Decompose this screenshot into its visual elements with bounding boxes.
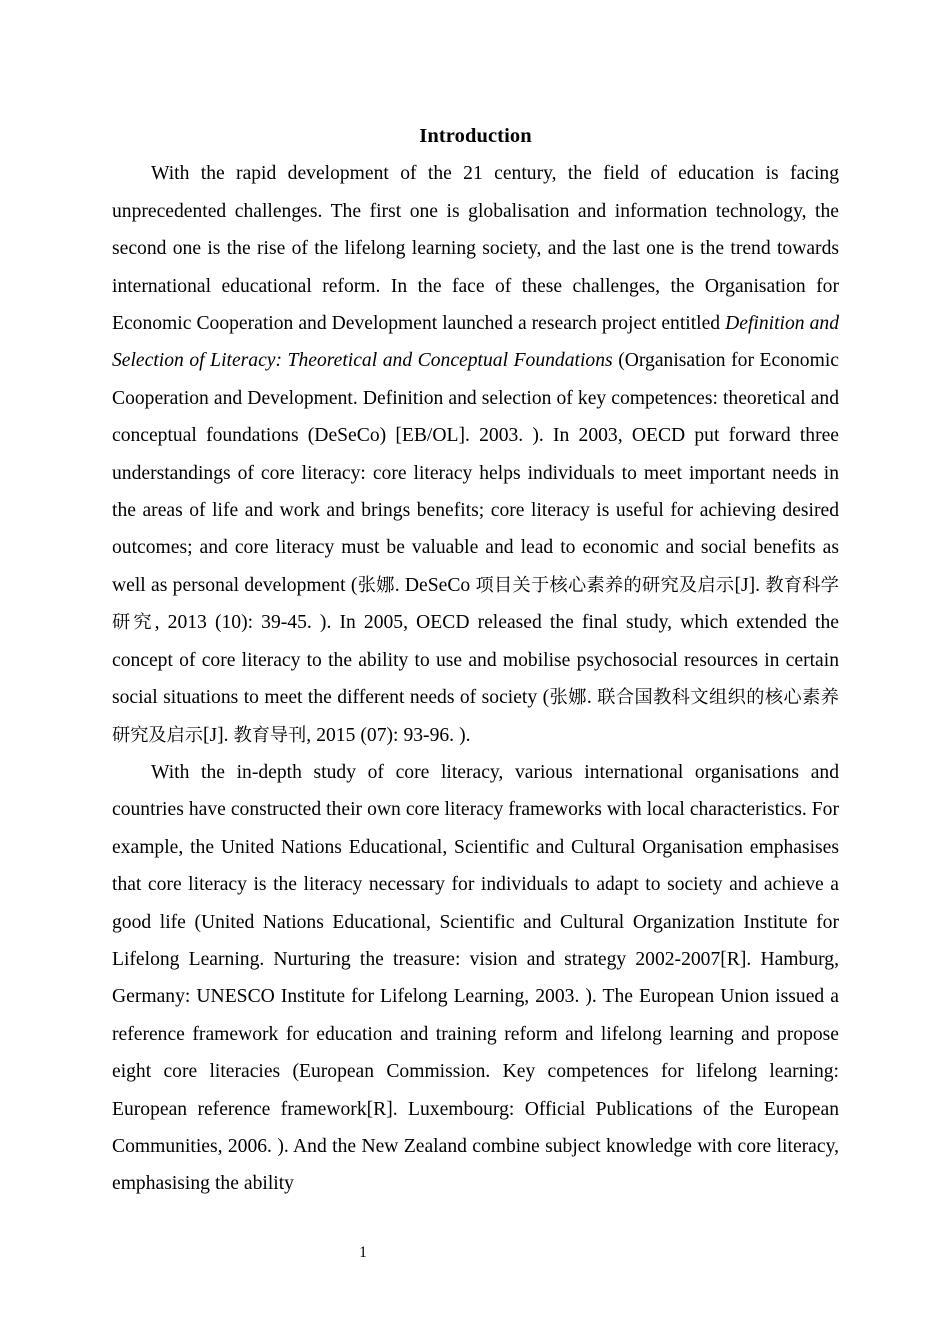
page-content bbox=[112, 118, 839, 1203]
cjk-citation-text: 项目关于核心素养的研究及启示 bbox=[475, 574, 735, 596]
body-paragraph: With the rapid development of the 21 century, the field of education is facing unprecedented challenges. The first one is globalisation and information technology, the second one is the rise of the lifelong learning society, and the last one is the trend towards international educational reform. In the face of these challenges, the Organisation for Economic Cooperation and Development launched a research project entitled Definition and Selection of Literacy: Theoretical and Conceptual Foundations (Organisation for Economic Cooperation and Development. Definition and selection of key competences: theoretical and conceptual foundations (DeSeCo) [EB/OL]. 2003. ). In 2003, OECD put forward three understandings of core literacy: core literacy helps individuals to meet important needs in the areas of life and work and brings benefits; core literacy is useful for achieving desired outcomes; and core literacy must be valuable and lead to economic and social benefits as well as personal development (张娜. DeSeCo 项目关于核心素养的研究及启示[J]. 教育科学研究, 2013 (10): 39-45. ). In 2005, OECD released the final study, which extended the concept of core literacy to the ability to use and mobilise psychosocial resources in certain social situations to meet the different needs of society (张娜. 联合国教科文组织的核心素养研究及启示[J]. 教育导刊, 2015 (07): 93-96. ). bbox=[112, 163, 839, 746]
cjk-citation-text: 教育科学研究 bbox=[112, 574, 839, 634]
page-footer bbox=[0, 1243, 950, 1263]
cjk-citation-text: 教育导刊 bbox=[233, 724, 307, 746]
page-number-label: 1 bbox=[359, 1244, 367, 1261]
cjk-citation-text: 张娜 bbox=[549, 687, 587, 709]
body-paragraph: With the in-depth study of core literacy, various international organisations and countries have constructed their own core literacy frameworks with local characteristics. For example, the United Nations Educational, Scientific and Cultural Organisation emphasises that core literacy is the literacy necessary for individuals to adapt to society and achieve a good life (United Nations Educational, Scientific and Cultural Organization Institute for Lifelong Learning. Nurturing the treasure: vision and strategy 2002-2007[R]. Hamburg, Germany: UNESCO Institute for Lifelong Learning, 2003. ). The European Union issued a reference framework for education and training reform and lifelong learning and propose eight core literacies (European Commission. Key competences for lifelong learning: European reference framework[R]. Luxembourg: Official Publications of the European Communities, 2006. ). And the New Zealand combine subject knowledge with core literacy, emphasising the ability bbox=[112, 761, 839, 1195]
cjk-citation-text: 联合国教科文组织的核心素养研究及启示 bbox=[112, 687, 839, 746]
page-title: Introduction bbox=[419, 125, 532, 147]
italic-title-text: Definition and Selection of Literacy: Theoretical and Conceptual Foundations bbox=[112, 313, 839, 372]
cjk-citation-text: 张娜 bbox=[357, 574, 395, 596]
